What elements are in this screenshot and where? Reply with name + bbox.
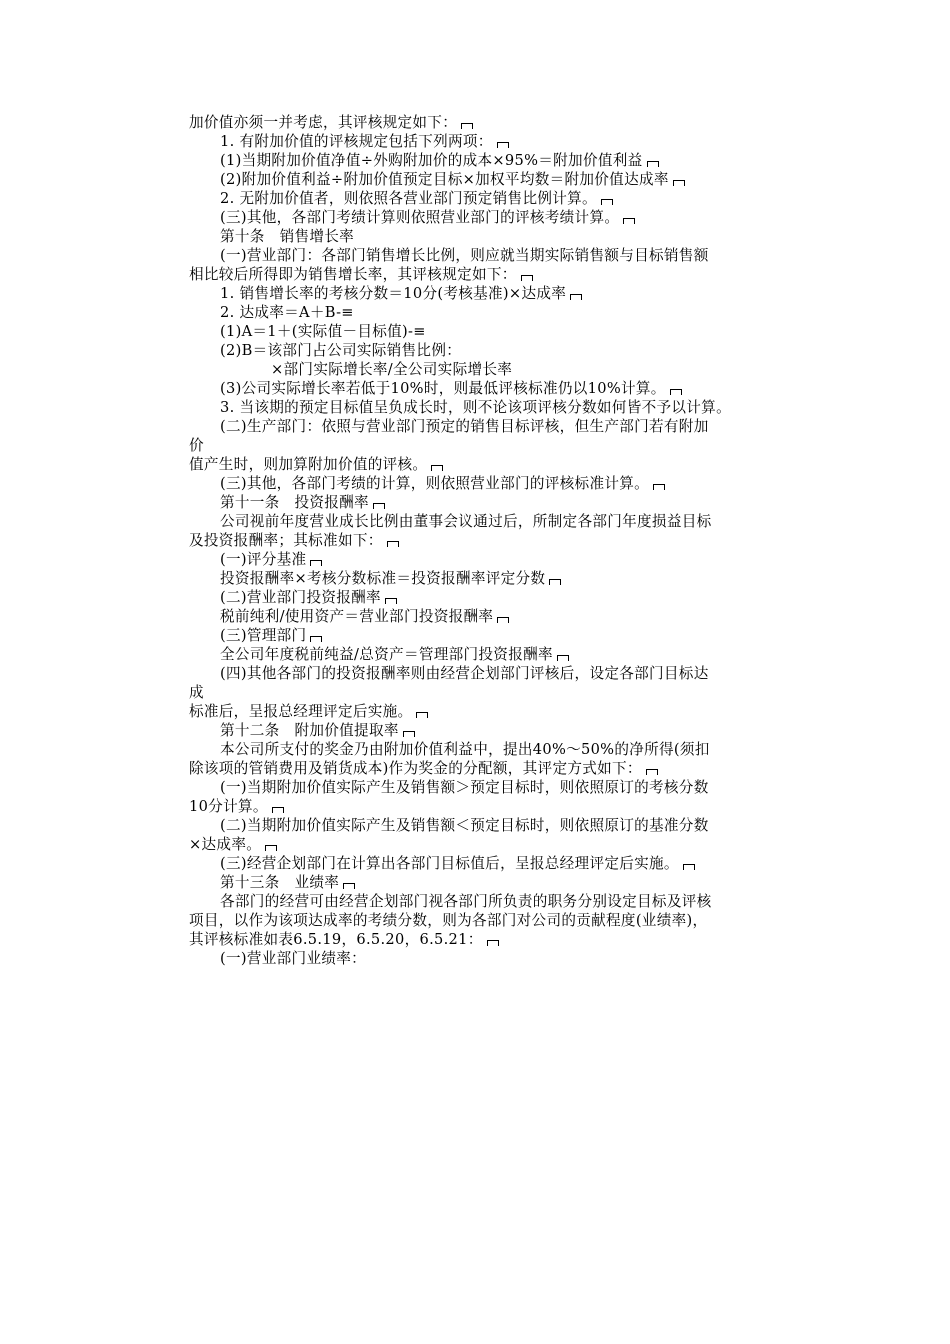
text-line bbox=[189, 550, 799, 569]
line-text: 值产生时，则加算附加价值的评核。 bbox=[189, 456, 428, 473]
text-line bbox=[189, 949, 799, 968]
line-text: (二)当期附加价值实际产生及销售额＜预定目标时，则依照原订的基准分数 bbox=[220, 817, 709, 834]
paragraph-mark-icon bbox=[265, 845, 277, 851]
paragraph-mark-icon bbox=[653, 484, 665, 490]
line-text: 成 bbox=[189, 684, 204, 701]
line-text: 本公司所支付的奖金乃由附加价值利益中，提出40%～50%的净所得(须扣 bbox=[220, 741, 710, 758]
paragraph-mark-icon bbox=[310, 560, 322, 566]
paragraph-mark-icon bbox=[601, 199, 613, 205]
text-line bbox=[189, 151, 799, 170]
text-line bbox=[189, 189, 799, 208]
text-line bbox=[189, 322, 799, 341]
line-text: 10分计算。 bbox=[189, 798, 268, 815]
line-text: (一)营业部门：各部门销售增长比例，则应就当期实际销售额与目标销售额 bbox=[220, 247, 709, 264]
paragraph-mark-icon bbox=[403, 731, 415, 737]
paragraph-mark-icon bbox=[623, 218, 635, 224]
line-text: (3)公司实际增长率若低于10%时，则最低评核标准仍以10%计算。 bbox=[220, 380, 666, 397]
text-line bbox=[189, 797, 799, 816]
text-line bbox=[189, 626, 799, 645]
line-text: (二)生产部门：依照与营业部门预定的销售目标评核，但生产部门若有附加 bbox=[220, 418, 709, 435]
text-line bbox=[189, 360, 799, 379]
line-text: 加价值亦须一并考虑，其评核规定如下： bbox=[189, 114, 458, 131]
line-text: 项目，以作为该项达成率的考绩分数，则为各部门对公司的贡献程度(业绩率)， bbox=[189, 912, 708, 929]
text-line bbox=[189, 683, 799, 702]
paragraph-mark-icon bbox=[673, 180, 685, 186]
line-text: (1)当期附加价值净值÷外购附加价的成本×95%＝附加价值利益 bbox=[220, 152, 643, 169]
line-text: (二)营业部门投资报酬率 bbox=[220, 589, 381, 606]
text-line bbox=[189, 759, 799, 778]
text-line bbox=[189, 569, 799, 588]
paragraph-mark-icon bbox=[557, 655, 569, 661]
line-text: 第十一条 投资报酬率 bbox=[220, 494, 369, 511]
paragraph-mark-icon bbox=[310, 636, 322, 642]
text-line bbox=[189, 303, 799, 322]
paragraph-mark-icon bbox=[570, 294, 582, 300]
text-line bbox=[189, 854, 799, 873]
text-line bbox=[189, 702, 799, 721]
line-text: 及投资报酬率；其标准如下： bbox=[189, 532, 383, 549]
text-line bbox=[189, 398, 799, 417]
paragraph-mark-icon bbox=[647, 161, 659, 167]
text-line bbox=[189, 246, 799, 265]
text-line bbox=[189, 873, 799, 892]
line-text: (三)经营企划部门在计算出各部门目标值后，呈报总经理评定后实施。 bbox=[220, 855, 679, 872]
line-text: (三)其他，各部门考绩的计算，则依照营业部门的评核标准计算。 bbox=[220, 475, 650, 492]
text-line bbox=[189, 493, 799, 512]
line-text: 第十条 销售增长率 bbox=[220, 228, 355, 245]
line-text: (一)营业部门业绩率： bbox=[220, 950, 367, 967]
line-text: 1. 有附加价值的评核规定包括下列两项： bbox=[220, 133, 493, 150]
line-text: (一)当期附加价值实际产生及销售额＞预定目标时，则依照原订的考核分数 bbox=[220, 779, 709, 796]
line-text: 税前纯利/使用资产＝营业部门投资报酬率 bbox=[220, 608, 494, 625]
paragraph-mark-icon bbox=[683, 864, 695, 870]
text-line bbox=[189, 512, 799, 531]
text-line bbox=[189, 265, 799, 284]
text-line bbox=[189, 835, 799, 854]
paragraph-mark-icon bbox=[431, 465, 443, 471]
line-text: 2. 达成率＝A＋B-≡ bbox=[220, 304, 354, 321]
line-text: 第十三条 业绩率 bbox=[220, 874, 340, 891]
paragraph-mark-icon bbox=[461, 123, 473, 129]
text-line bbox=[189, 892, 799, 911]
line-text: ×达成率。 bbox=[189, 836, 262, 853]
text-line bbox=[189, 132, 799, 151]
text-line bbox=[189, 284, 799, 303]
line-text: 其评核标准如表6.5.19，6.5.20，6.5.21： bbox=[189, 931, 483, 948]
paragraph-mark-icon bbox=[487, 940, 499, 946]
text-line bbox=[189, 227, 799, 246]
line-text: 第十二条 附加价值提取率 bbox=[220, 722, 399, 739]
text-line bbox=[189, 721, 799, 740]
line-text: (2)附加价值利益÷附加价值预定目标×加权平均数＝附加价值达成率 bbox=[220, 171, 669, 188]
text-line bbox=[189, 379, 799, 398]
text-line bbox=[189, 170, 799, 189]
text-line bbox=[189, 474, 799, 493]
text-line bbox=[189, 531, 799, 550]
line-text: 标准后，呈报总经理评定后实施。 bbox=[189, 703, 413, 720]
text-line bbox=[189, 930, 799, 949]
line-text: ×部门实际增长率/全公司实际增长率 bbox=[271, 361, 513, 378]
text-line bbox=[189, 645, 799, 664]
line-text: 价 bbox=[189, 437, 204, 454]
paragraph-mark-icon bbox=[387, 541, 399, 547]
line-text: 各部门的经营可由经营企划部门视各部门所负责的职务分别设定目标及评核 bbox=[220, 893, 712, 910]
line-text: 2. 无附加价值者，则依照各营业部门预定销售比例计算。 bbox=[220, 190, 597, 207]
line-text: (2)B＝该部门占公司实际销售比例： bbox=[220, 342, 462, 359]
text-line bbox=[189, 740, 799, 759]
line-text: (1)A＝1＋(实际值－目标值)-≡ bbox=[220, 323, 426, 340]
text-line bbox=[189, 417, 799, 436]
paragraph-mark-icon bbox=[497, 617, 509, 623]
document-body bbox=[189, 113, 799, 968]
line-text: 公司视前年度营业成长比例由董事会议通过后，所制定各部门年度损益目标 bbox=[220, 513, 712, 530]
paragraph-mark-icon bbox=[416, 712, 428, 718]
line-text: (四)其他各部门的投资报酬率则由经营企划部门评核后，设定各部门目标达 bbox=[220, 665, 709, 682]
text-line bbox=[189, 208, 799, 227]
text-line bbox=[189, 455, 799, 474]
line-text: 3. 当该期的预定目标值呈负成长时，则不论该项评核分数如何皆不予以计算。 bbox=[220, 399, 731, 416]
paragraph-mark-icon bbox=[549, 579, 561, 585]
paragraph-mark-icon bbox=[670, 389, 682, 395]
text-line bbox=[189, 607, 799, 626]
line-text: 投资报酬率×考核分数标准＝投资报酬率评定分数 bbox=[220, 570, 546, 587]
line-text: (三)管理部门 bbox=[220, 627, 307, 644]
text-line bbox=[189, 436, 799, 455]
text-line bbox=[189, 911, 799, 930]
line-text: 1. 销售增长率的考核分数＝10分(考核基准)×达成率 bbox=[220, 285, 567, 302]
paragraph-mark-icon bbox=[385, 598, 397, 604]
paragraph-mark-icon bbox=[521, 275, 533, 281]
text-line bbox=[189, 664, 799, 683]
text-line bbox=[189, 778, 799, 797]
line-text: 全公司年度税前纯益/总资产＝管理部门投资报酬率 bbox=[220, 646, 553, 663]
line-text: 相比较后所得即为销售增长率，其评核规定如下： bbox=[189, 266, 517, 283]
text-line bbox=[189, 588, 799, 607]
line-text: (三)其他，各部门考绩计算则依照营业部门的评核考绩计算。 bbox=[220, 209, 620, 226]
paragraph-mark-icon bbox=[272, 807, 284, 813]
text-line bbox=[189, 113, 799, 132]
paragraph-mark-icon bbox=[646, 769, 658, 775]
line-text: (一)评分基准 bbox=[220, 551, 307, 568]
paragraph-mark-icon bbox=[373, 503, 385, 509]
line-text: 除该项的管销费用及销货成本)作为奖金的分配额，其评定方式如下： bbox=[189, 760, 642, 777]
text-line bbox=[189, 816, 799, 835]
paragraph-mark-icon bbox=[497, 142, 509, 148]
paragraph-mark-icon bbox=[343, 883, 355, 889]
text-line bbox=[189, 341, 799, 360]
